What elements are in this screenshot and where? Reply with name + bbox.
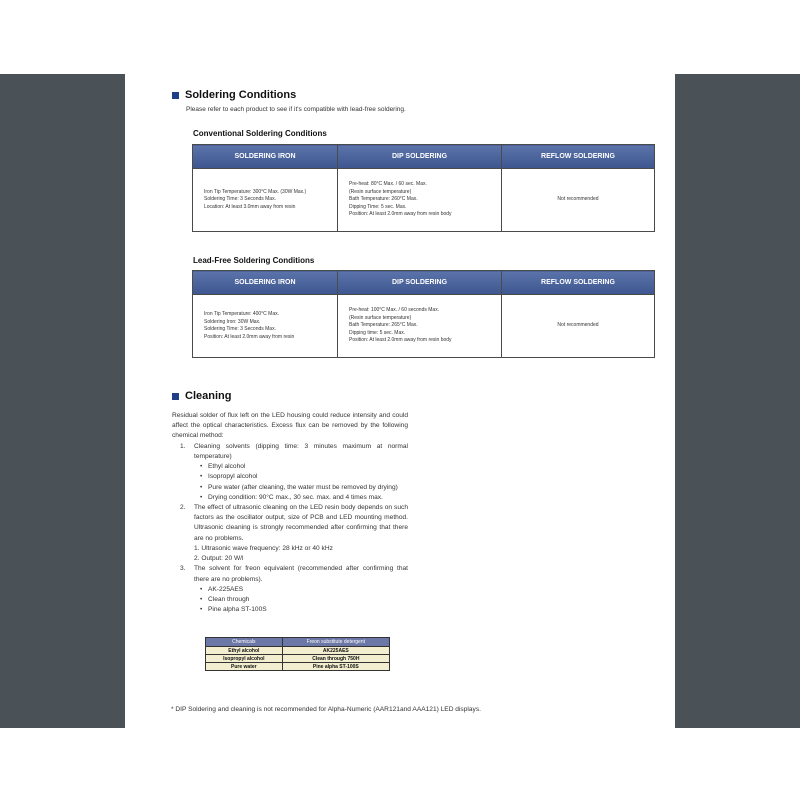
dip-line: Position: At least 2.0mm away from resin body [349, 337, 452, 344]
list-item: 3. The solvent for freon equivalent (recommended after confirming that there are no problems). [172, 564, 408, 584]
dip-line: Dipping time: 5 sec. Max. [349, 329, 406, 336]
chem-cell: Ethyl alcohol [206, 647, 283, 655]
cell-iron [193, 295, 338, 358]
cell-dip [338, 169, 502, 232]
bullet-text: Drying condition: 90°C max., 30 sec. max. and 4 times max. [208, 493, 383, 501]
bullet-item: • Pure water (after cleaning, the water must be removed by drying) [172, 483, 408, 493]
item2-sub: 2. Output: 20 W/l [194, 555, 244, 563]
table-row [206, 663, 390, 671]
dip-line: Position: At least 2.0mm away from resin body [349, 211, 452, 218]
iron-line: Iron Tip Temperature: 300°C Max. (30W Max.) [204, 188, 307, 195]
section-square-icon [172, 393, 179, 400]
conventional-table [192, 144, 655, 232]
dip-line: Pre-heat: 100°C Max. / 60 seconds Max. [349, 307, 440, 314]
bullet-text: Pine alpha ST-100S [208, 606, 267, 614]
soldering-heading [172, 89, 296, 101]
dip-line: Bath Temperature: 265°C Max. [349, 322, 418, 329]
soldering-intro: Please refer to each product to see if it's compatible with lead-free soldering. [186, 106, 406, 113]
bullet-item: • Clean through [172, 595, 408, 605]
cleaning-intro: Residual solder of flux left on the LED housing could reduce intensity and could affect the optical characteristics. Excess flux can be removed by the following chemical method: [172, 412, 408, 440]
item3-text: The solvent for freon equivalent (recommended after confirming that there are no problems). [194, 565, 408, 583]
bullet-item: • Ethyl alcohol [172, 462, 408, 472]
dip-line: (Resin surface temperature) [349, 188, 412, 195]
header-dip-soldering: DIP SOLDERING [338, 145, 502, 169]
footnote: * DIP Soldering and cleaning is not recommended for Alpha-Numeric (AAR121and AAA121) LED displays. [171, 706, 481, 713]
chemical-table [205, 637, 390, 671]
table-row [206, 655, 390, 663]
bullet-item: • Pine alpha ST-100S [172, 605, 408, 615]
cell-iron [193, 169, 338, 232]
dip-line: Bath Temperature: 260°C Max. [349, 196, 418, 203]
iron-line: Soldering Time: 3 Seconds Max. [204, 196, 276, 203]
bullet-item: • Drying condition: 90°C max., 30 sec. max. and 4 times max. [172, 493, 408, 503]
leadfree-table [192, 270, 655, 358]
iron-line: Soldering Iron: 30W Max. [204, 318, 261, 325]
bullet-item: • Isopropyl alcohol [172, 472, 408, 482]
list-item: 2. The effect of ultrasonic cleaning on the LED resin body depends on such factors as the oscillator output, size of PCB and LED mounting method. Ultrasonic cleaning is strongly recommended after confirming that there are no problems. [172, 503, 408, 544]
chem-cell: Pure water [206, 663, 283, 671]
bullet-text: Clean through [208, 595, 250, 603]
iron-line: Soldering Time: 3 Seconds Max. [204, 326, 276, 332]
cleaning-heading [172, 390, 231, 402]
table-row [206, 647, 390, 655]
header-dip-soldering: DIP SOLDERING [338, 271, 502, 295]
cleaning-title: Cleaning [185, 390, 232, 402]
header-reflow-soldering: REFLOW SOLDERING [502, 271, 655, 295]
conventional-title: Conventional Soldering Conditions [193, 129, 327, 138]
chem-cell: Isopropyl alcohol [206, 655, 283, 663]
soldering-title: Soldering Conditions [185, 89, 297, 101]
list-item: 1. Cleaning solvents (dipping time: 3 minutes maximum at normal temperature) [172, 442, 408, 462]
cell-dip [338, 295, 502, 358]
document-page [125, 74, 675, 728]
dip-line: Dipping Time: 5 sec. Max. [349, 203, 407, 210]
chem-cell: AK225AES [282, 647, 389, 655]
iron-line: Location: At least 3.0mm away from resin [204, 203, 296, 210]
chem-cell: Pine alpha ST-100S [282, 663, 389, 671]
iron-line: Position: At least 2.0mm away from resin [204, 333, 295, 340]
iron-line: Iron Tip Temperature: 400°C Max. [204, 311, 279, 317]
bullet-item: • AK-225AES [172, 585, 408, 595]
cleaning-body [172, 411, 408, 615]
cell-reflow: Not recommended [502, 169, 655, 232]
header-soldering-iron: SOLDERING IRON [193, 271, 338, 295]
leadfree-title: Lead-Free Soldering Conditions [193, 256, 315, 265]
bullet-text: Isopropyl alcohol [208, 473, 258, 481]
bullet-text: Pure water (after cleaning, the water must be removed by drying) [208, 483, 398, 491]
section-square-icon [172, 92, 179, 99]
item2-text: The effect of ultrasonic cleaning on the LED resin body depends on such factors as the oscillator output, size of PCB and LED mounting method. Ultrasonic cleaning is strongly recommended after confirming that there are no problems. [194, 503, 408, 542]
bullet-text: Ethyl alcohol [208, 463, 246, 471]
header-reflow-soldering: REFLOW SOLDERING [502, 145, 655, 169]
bullet-text: AK-225AES [208, 585, 244, 593]
chem-cell: Clean through 750H [282, 655, 389, 663]
cell-reflow: Not recommended [502, 295, 655, 358]
chem-header: Freon substitute detergent [282, 638, 389, 647]
dip-line: (Resin surface temperature) [349, 314, 412, 321]
item2-sub: 1. Ultrasonic wave frequency: 28 kHz or 40 kHz [194, 544, 333, 552]
item1-text: Cleaning solvents (dipping time: 3 minutes maximum at normal temperature) [194, 442, 408, 460]
header-soldering-iron: SOLDERING IRON [193, 145, 338, 169]
dip-line: Pre-heat: 80°C Max. / 60 sec. Max. [349, 181, 427, 188]
chem-header: Chemicals [206, 638, 283, 647]
